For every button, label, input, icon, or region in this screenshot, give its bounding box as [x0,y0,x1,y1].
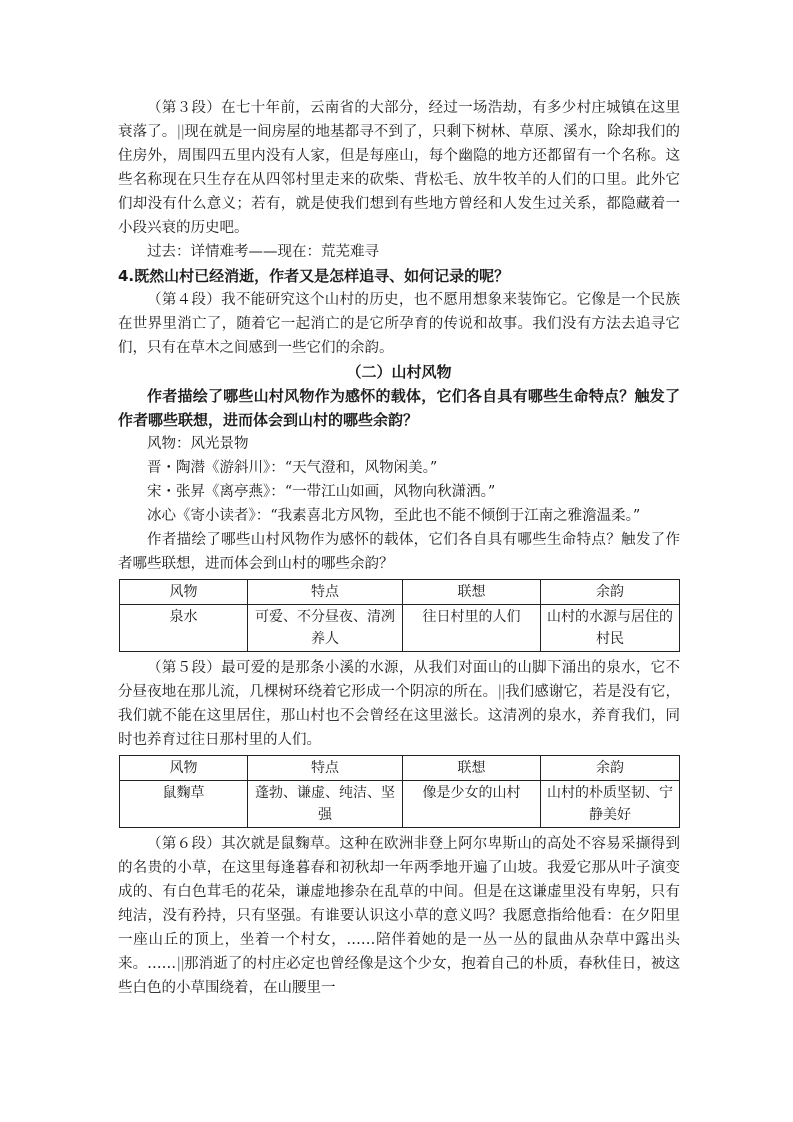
table-cudweed [119,755,680,828]
guiding-question: 作者描绘了哪些山村风物作为感怀的载体，它们各自具有哪些生命特点？触发了作者哪些联想，进而体会到山村的哪些余韵？ [118,387,680,429]
paragraph-5-text-b: 我们感谢它，若是没有它，我们就不能在这里居住，那山村也不会曾经在这里滋长。这清冽的泉水，养育我们，同时也养育过往日那村里的人们。 [118,684,680,748]
note-quote-2: 宋・张昇《离亭燕》：“一带江山如画，风物向秋潇洒。” [147,484,496,500]
header-association: 联想 [403,580,541,605]
cell-feature: 可爱、不分昼夜、清冽养人 [248,605,403,652]
header-association: 联想 [403,756,541,781]
table-header-row [120,756,680,781]
cell-association: 往日村里的人们 [403,605,541,652]
cell-item: 泉水 [120,605,248,652]
pause-mark: || [497,684,505,700]
table-row [120,781,680,828]
question-repeat: 作者描绘了哪些山村风物作为感怀的载体，它们各自具有哪些生命特点？触发了作者哪些联想，进而体会到山村的哪些余韵？ [118,532,680,572]
table-header-row [120,580,680,605]
paragraph-6-text-a: （第６段）其次就是鼠麴草。这种在欧洲非登上阿尔卑斯山的高处不容易采撷得到的名贵的小草，在这里每逢暮春和初秋却一年两季地开遍了山坡。我爱它那从叶子演变成的、有白色茸毛的花朵，谦虚地掺杂在乱草的中间。但是在这谦虚里没有卑躬，只有纯洁，没有矜持，只有坚强。有谁要认识这小草的意义吗？我愿意指给他看：在夕阳里一座山丘的顶上，坐着一个村女，……陪伴着她的是一丛一丛的鼠曲从杂草中露出头来。…… [118,836,680,972]
paragraph-6-text-b: 那消逝了的村庄必定也曾经像是这个少女，抱着自己的朴质，春秋佳日，被这些白色的小草围绕着，在山腰里一 [118,956,681,996]
table-row [120,605,680,652]
document-page [118,96,680,1000]
pause-mark: || [176,124,185,140]
paragraph-3 [118,96,680,240]
header-item: 风物 [120,580,248,605]
header-feature: 特点 [248,580,403,605]
section-heading: （二）山村风物 [346,363,452,381]
paragraph-3-text-a: （第３段）在七十年前，云南省的大部分，经过一场浩劫，有多少村庄城镇在这里衰落了。 [118,100,680,140]
paragraph-6 [118,832,680,1000]
note-quote-3: 冰心《寄小读者》：“我素喜北方风物，至此也不能不倾倒于江南之雅澹温柔。” [147,508,641,524]
paragraph-4: （第４段）我不能研究这个山村的历史，也不愿用想象来装饰它。它像是一个民族在世界里消亡了，随着它一起消亡的是它所孕育的传说和故事。我们没有方法去追寻它们，只有在草木之间感到一些它们的余韵。 [118,292,680,356]
pause-mark: || [176,956,184,972]
paragraph-3-text-b: 现在就是一间房屋的地基都寻不到了，只剩下树林、草原、溪水，除却我们的住房外，周围四五里内没有人家，但是每座山，每个幽隐的地方还都留有一个名称。这些名称现在只生存在从四邻村里走来的砍柴、背松毛、放牛牧羊的人们的口里。此外它们却没有什么意义；若有，就是使我们想到有些地方曾经和人发生过关系，都隐藏着一小段兴衰的历史吧。 [118,124,681,236]
summary-line: 过去：详情难考——现在：荒芜难寻 [147,244,379,260]
question-4: 4.既然山村已经消逝，作者又是怎样追寻、如何记录的呢？ [118,267,510,285]
cell-feature: 蓬勃、谦虚、纯洁、坚强 [248,781,403,828]
note-quote-1: 晋・陶潜《游斜川》：“天气澄和，风物闲美。” [147,460,438,476]
paragraph-5-text-a: （第５段）最可爱的是那条小溪的水源，从我们对面山的山脚下涌出的泉水，它不分昼夜地在那儿流，几棵树环绕着它形成一个阴凉的所在。 [118,660,680,700]
header-lingering-charm: 余韵 [541,580,680,605]
cell-item: 鼠麴草 [120,781,248,828]
note-definition: 风物：风光景物 [147,436,249,452]
header-feature: 特点 [248,756,403,781]
table-spring-water [119,579,680,652]
cell-lingering-charm: 山村的朴质坚韧、宁静美好 [541,781,680,828]
cell-lingering-charm: 山村的水源与居住的村民 [541,605,680,652]
header-item: 风物 [120,756,248,781]
header-lingering-charm: 余韵 [541,756,680,781]
paragraph-5 [118,656,680,752]
cell-association: 像是少女的山村 [403,781,541,828]
